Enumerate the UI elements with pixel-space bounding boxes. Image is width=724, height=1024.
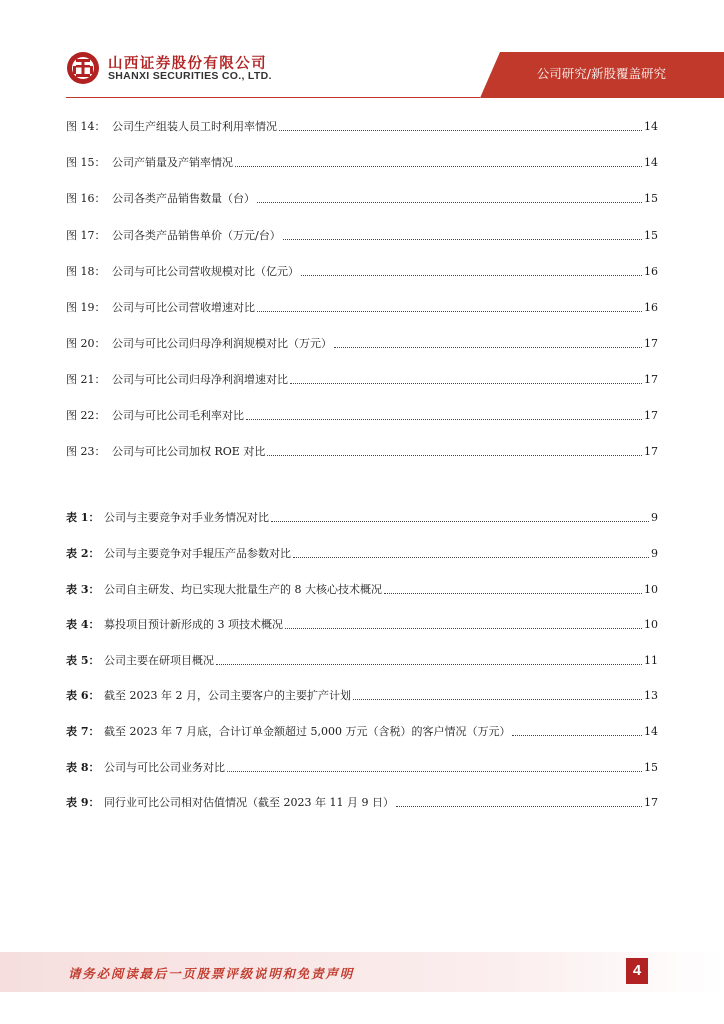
table-page: 11 — [644, 654, 658, 667]
figure-page: 15 — [644, 229, 658, 242]
table-title: 募投项目预计新形成的 3 项技术概况 — [104, 618, 283, 631]
figure-label: 图 15： — [66, 156, 106, 169]
figure-page: 14 — [644, 156, 658, 169]
dot-leader — [267, 454, 642, 456]
table-title: 公司自主研发、均已实现大批量生产的 8 大核心技术概况 — [104, 583, 382, 596]
dot-leader — [257, 310, 642, 312]
figure-label: 图 14： — [66, 120, 106, 133]
dot-leader — [271, 520, 649, 522]
figure-label: 图 18： — [66, 265, 106, 278]
figure-title: 公司与可比公司归母净利润增速对比 — [112, 373, 288, 386]
table-label: 表 6： — [66, 689, 100, 702]
page-number: 4 — [626, 958, 648, 984]
figure-page: 16 — [644, 301, 658, 314]
toc-table-row[interactable] — [66, 685, 658, 703]
table-title: 截至 2023 年 7 月底，合计订单金额超过 5,000 万元（含税）的客户情况（万元） — [104, 725, 511, 738]
toc-table-row[interactable] — [66, 543, 658, 561]
figure-title: 公司与可比公司加权 ROE 对比 — [112, 445, 266, 458]
toc-table-row[interactable] — [66, 757, 658, 775]
table-page: 9 — [651, 547, 658, 560]
logo-emblem-icon — [66, 51, 100, 85]
dot-leader — [384, 592, 642, 594]
toc-figure-row[interactable] — [66, 116, 658, 134]
table-title: 公司与可比公司业务对比 — [104, 761, 225, 774]
figure-label: 图 20： — [66, 337, 106, 350]
figure-title: 公司与可比公司毛利率对比 — [112, 409, 244, 422]
figure-label: 图 22： — [66, 409, 106, 422]
figure-page: 15 — [644, 192, 658, 205]
figure-title: 公司与可比公司归母净利润规模对比（万元） — [112, 337, 332, 350]
toc-figure-row[interactable] — [66, 333, 658, 351]
table-page: 14 — [644, 725, 658, 738]
dot-leader — [257, 201, 642, 203]
table-title: 公司主要在研项目概况 — [104, 654, 214, 667]
dot-leader — [396, 805, 642, 807]
dot-leader — [293, 556, 649, 558]
toc-figure-row[interactable] — [66, 441, 658, 459]
table-page: 15 — [644, 761, 658, 774]
dot-leader — [283, 238, 642, 240]
toc-figure-row[interactable] — [66, 369, 658, 387]
toc-table-row[interactable] — [66, 792, 658, 810]
dot-leader — [301, 274, 642, 276]
toc-figure-row[interactable] — [66, 188, 658, 206]
dot-leader — [216, 663, 642, 665]
toc-table-row[interactable] — [66, 721, 658, 739]
table-title: 公司与主要竞争对手业务情况对比 — [104, 511, 269, 524]
toc-table-row[interactable] — [66, 650, 658, 668]
figure-page: 17 — [644, 373, 658, 386]
company-name-cn: 山西证券股份有限公司 — [108, 56, 267, 72]
table-page: 10 — [644, 583, 658, 596]
dot-leader — [334, 346, 642, 348]
figure-label: 图 19： — [66, 301, 106, 314]
table-page: 9 — [651, 511, 658, 524]
table-page: 10 — [644, 618, 658, 631]
figure-title: 公司各类产品销售单价（万元/台） — [112, 229, 281, 242]
toc-figure-row[interactable] — [66, 225, 658, 243]
dot-leader — [285, 627, 642, 629]
table-title: 截至 2023 年 2 月，公司主要客户的主要扩产计划 — [104, 689, 351, 702]
toc-figure-row[interactable] — [66, 261, 658, 279]
dot-leader — [290, 382, 642, 384]
table-label: 表 3： — [66, 583, 100, 596]
table-label: 表 4： — [66, 618, 100, 631]
dot-leader — [246, 418, 642, 420]
table-label: 表 2： — [66, 547, 100, 560]
dot-leader — [279, 129, 642, 131]
figure-page: 14 — [644, 120, 658, 133]
figure-label: 图 23： — [66, 445, 106, 458]
figure-title: 公司与可比公司营收增速对比 — [112, 301, 255, 314]
toc-figure-row[interactable] — [66, 405, 658, 423]
dot-leader — [512, 734, 642, 736]
company-logo — [66, 50, 366, 90]
table-label: 表 8： — [66, 761, 100, 774]
disclaimer-notice: 请务必阅读最后一页股票评级说明和免责声明 — [68, 966, 355, 981]
toc-figure-row[interactable] — [66, 297, 658, 315]
figure-page: 17 — [644, 445, 658, 458]
company-name-en: SHANXI SECURITIES CO., LTD. — [108, 70, 272, 82]
table-label: 表 9： — [66, 796, 100, 809]
toc-figure-row[interactable] — [66, 152, 658, 170]
figure-label: 图 21： — [66, 373, 106, 386]
figure-title: 公司各类产品销售数量（台） — [112, 192, 255, 205]
figure-page: 17 — [644, 409, 658, 422]
figure-title: 公司与可比公司营收规模对比（亿元） — [112, 265, 299, 278]
toc-table-row[interactable] — [66, 579, 658, 597]
figure-title: 公司生产组装人员工时利用率情况 — [112, 120, 277, 133]
table-label: 表 5： — [66, 654, 100, 667]
figure-page: 17 — [644, 337, 658, 350]
toc-table-row[interactable] — [66, 614, 658, 632]
figure-label: 图 16： — [66, 192, 106, 205]
dot-leader — [353, 698, 642, 700]
dot-leader — [227, 770, 642, 772]
table-page: 17 — [644, 796, 658, 809]
dot-leader — [235, 165, 642, 167]
figure-title: 公司产销量及产销率情况 — [112, 156, 233, 169]
toc-table-row[interactable] — [66, 507, 658, 525]
table-page: 13 — [644, 689, 658, 702]
section-label: 公司研究/新股覆盖研究 — [536, 66, 666, 81]
table-label: 表 1： — [66, 511, 100, 524]
figure-page: 16 — [644, 265, 658, 278]
table-label: 表 7： — [66, 725, 100, 738]
table-title: 同行业可比公司相对估值情况（截至 2023 年 11 月 9 日） — [104, 796, 394, 809]
table-title: 公司与主要竞争对手辊压产品参数对比 — [104, 547, 291, 560]
figure-label: 图 17： — [66, 229, 106, 242]
